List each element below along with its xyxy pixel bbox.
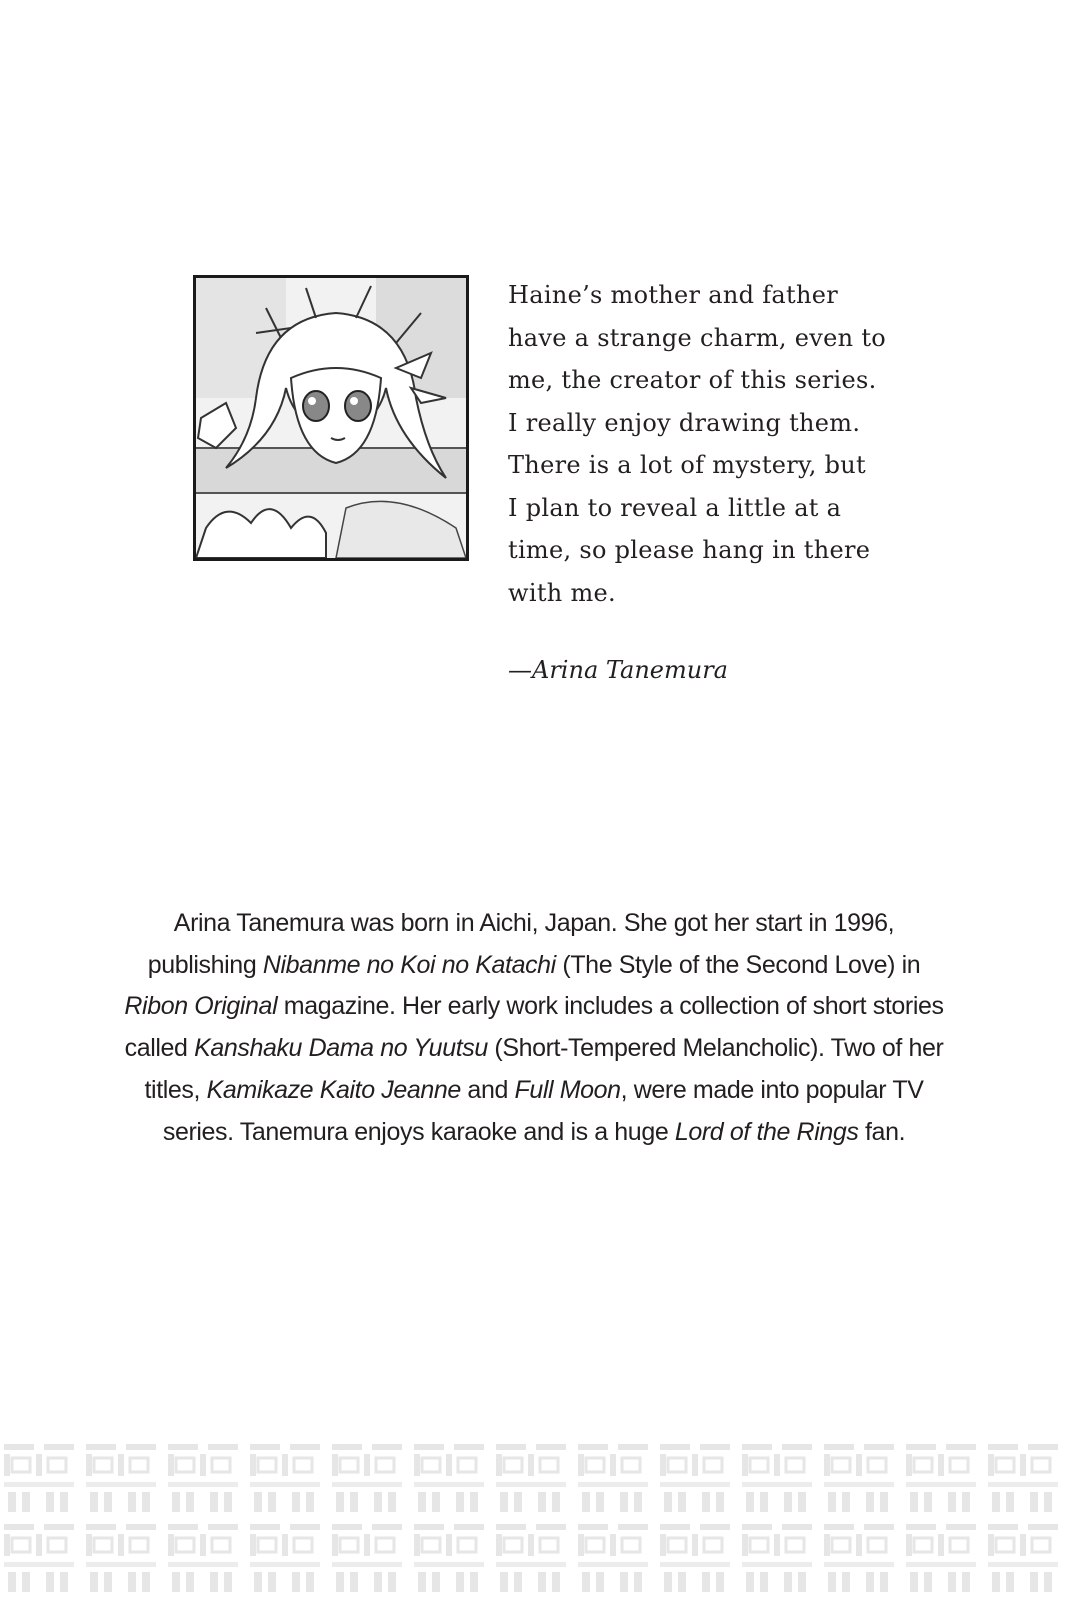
author-quote xyxy=(508,274,948,614)
bio-title: Nibanme no Koi no Katachi xyxy=(262,950,556,979)
bio-title: Lord of the Rings xyxy=(674,1117,859,1146)
quote-line: have a strange charm, even to xyxy=(508,323,887,352)
decorative-pattern-footer xyxy=(0,1440,1067,1600)
bio-text: (Short-Tempered Melancholic). Two of her titles, xyxy=(144,1034,944,1104)
bio-text: magazine. Her early work includes a collection of short stories called xyxy=(124,992,944,1063)
author-bio xyxy=(120,903,948,1153)
bio-text: fan. xyxy=(858,1117,906,1146)
quote-line: I plan to reveal a little at a xyxy=(508,493,842,522)
bio-title: Kanshaku Dama no Yuutsu xyxy=(194,1034,488,1063)
bio-title: Ribon Original xyxy=(124,992,278,1021)
quote-line: time, so please hang in there xyxy=(508,536,871,564)
quote-signature: —Arina Tanemura xyxy=(508,656,728,684)
quote-line: There is a lot of mystery, but xyxy=(508,451,866,479)
quote-line: Haine’s mother and father xyxy=(508,281,838,309)
bio-text: Arina Tanemura was born in Aichi, Japan. She got her start in 1996, publishing xyxy=(147,909,895,979)
author-illustration xyxy=(193,275,469,561)
quote-line: I really enjoy drawing them. xyxy=(508,408,861,437)
bio-text: (The Style of the Second Love) in xyxy=(555,950,921,979)
quote-line: with me. xyxy=(508,578,616,607)
quote-line: me, the creator of this series. xyxy=(508,366,877,394)
bio-text: , were made into popular TV series. Tanemura enjoys karaoke and is a huge xyxy=(162,1075,924,1146)
bio-title: Kamikaze Kaito Jeanne xyxy=(206,1075,461,1104)
bio-title: Full Moon xyxy=(514,1075,621,1104)
bio-text: and xyxy=(460,1075,515,1104)
